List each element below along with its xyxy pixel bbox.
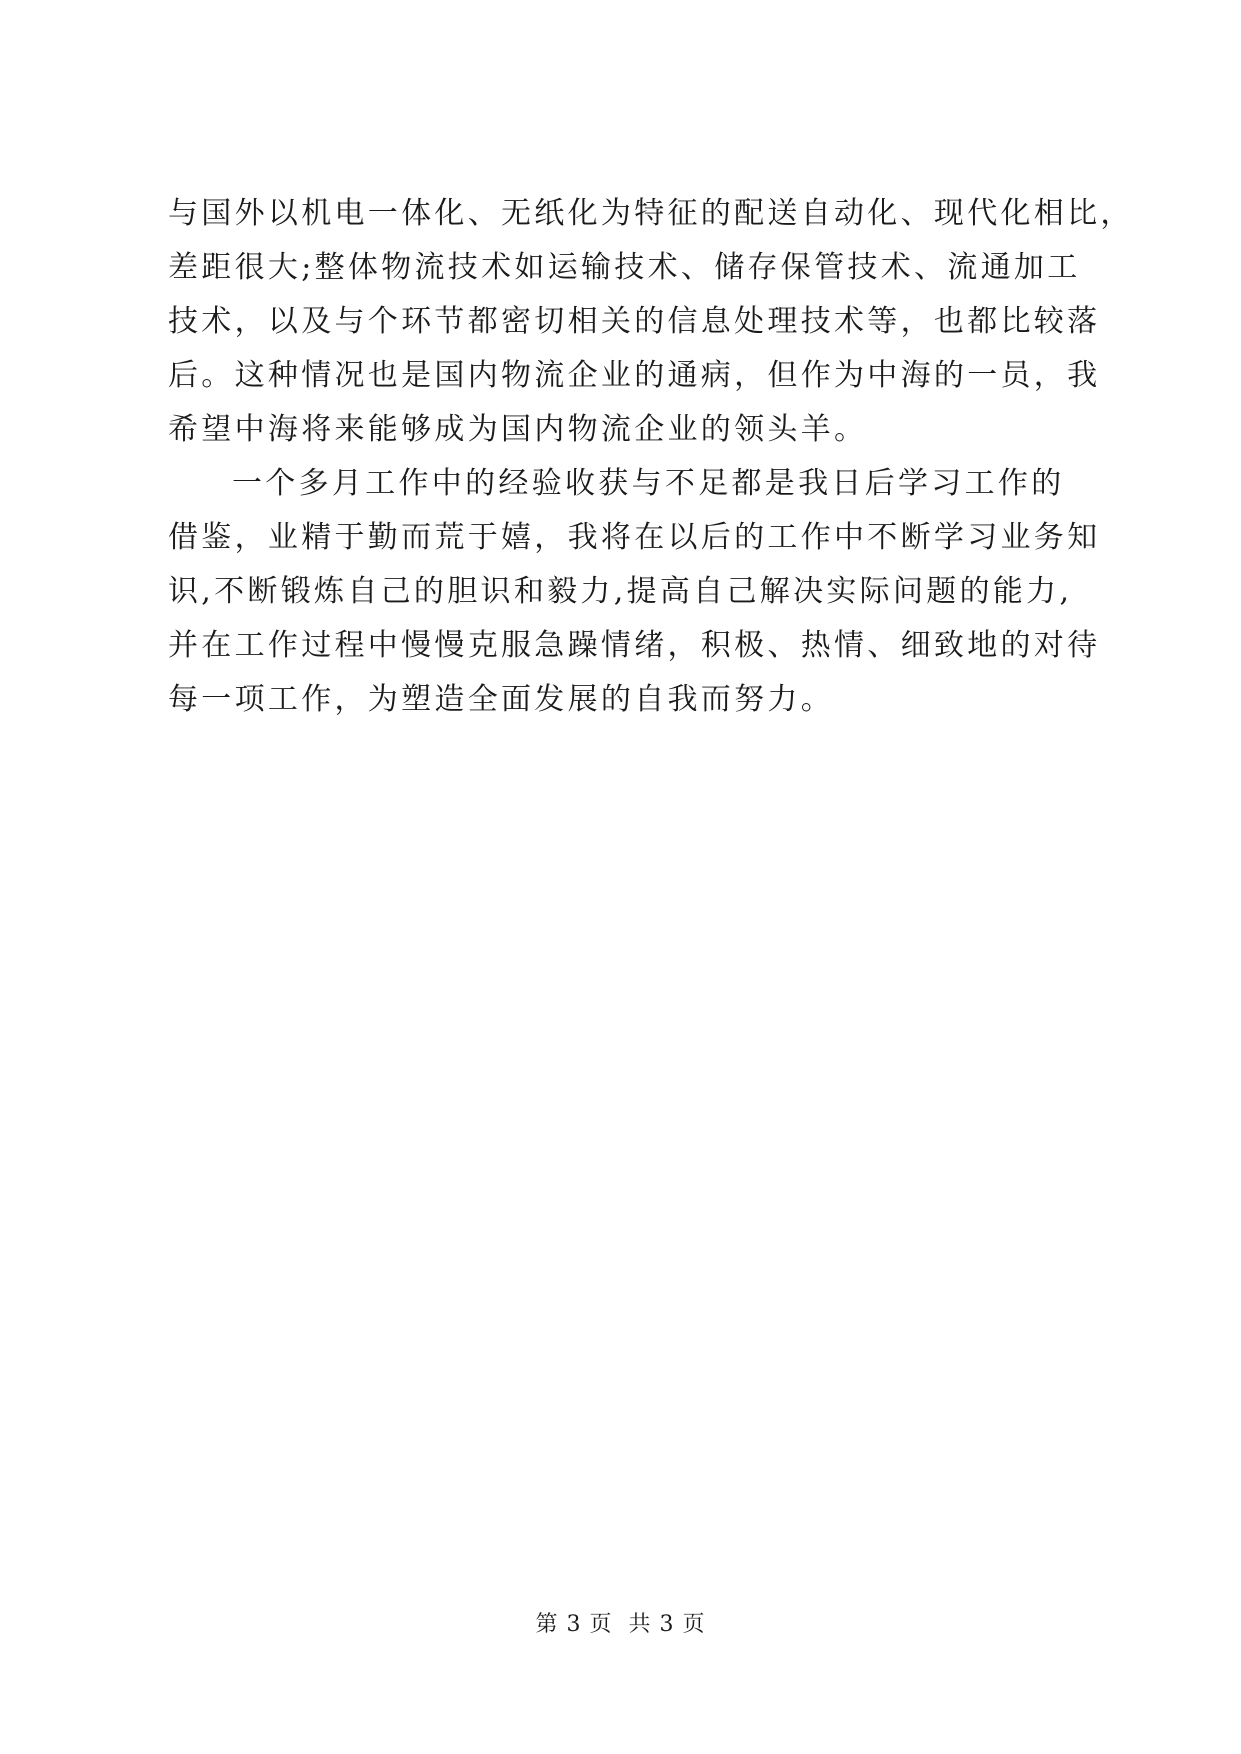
text-line: 借鉴，业精于勤而荒于嬉，我将在以后的工作中不断学习业务知 [168,520,1101,555]
text-line: 识,不断锻炼自己的胆识和毅力,提高自己解决实际问题的能力, [168,574,1073,609]
text-line: 一个多月工作中的经验收获与不足都是我日后学习工作的 [232,466,1065,501]
text-line: 差距很大;整体物流技术如运输技术、储存保管技术、流通加工 [168,250,1081,285]
text-line: 并在工作过程中慢慢克服急躁情绪，积极、热情、细致地的对待 [168,628,1101,663]
document-body [168,187,1134,727]
text-line: 每一项工作，为塑造全面发展的自我而努力。 [168,682,834,717]
page-footer: 第 3 页 共 3 页 [535,1612,706,1637]
text-line: 与国外以机电一体化、无纸化为特征的配送自动化、现代化相比， [168,196,1134,231]
text-line: 后。这种情况也是国内物流企业的通病，但作为中海的一员，我 [168,358,1101,393]
text-line: 希望中海将来能够成为国内物流企业的领头羊。 [168,412,868,447]
text-line: 技术，以及与个环节都密切相关的信息处理技术等，也都比较落 [168,304,1101,339]
